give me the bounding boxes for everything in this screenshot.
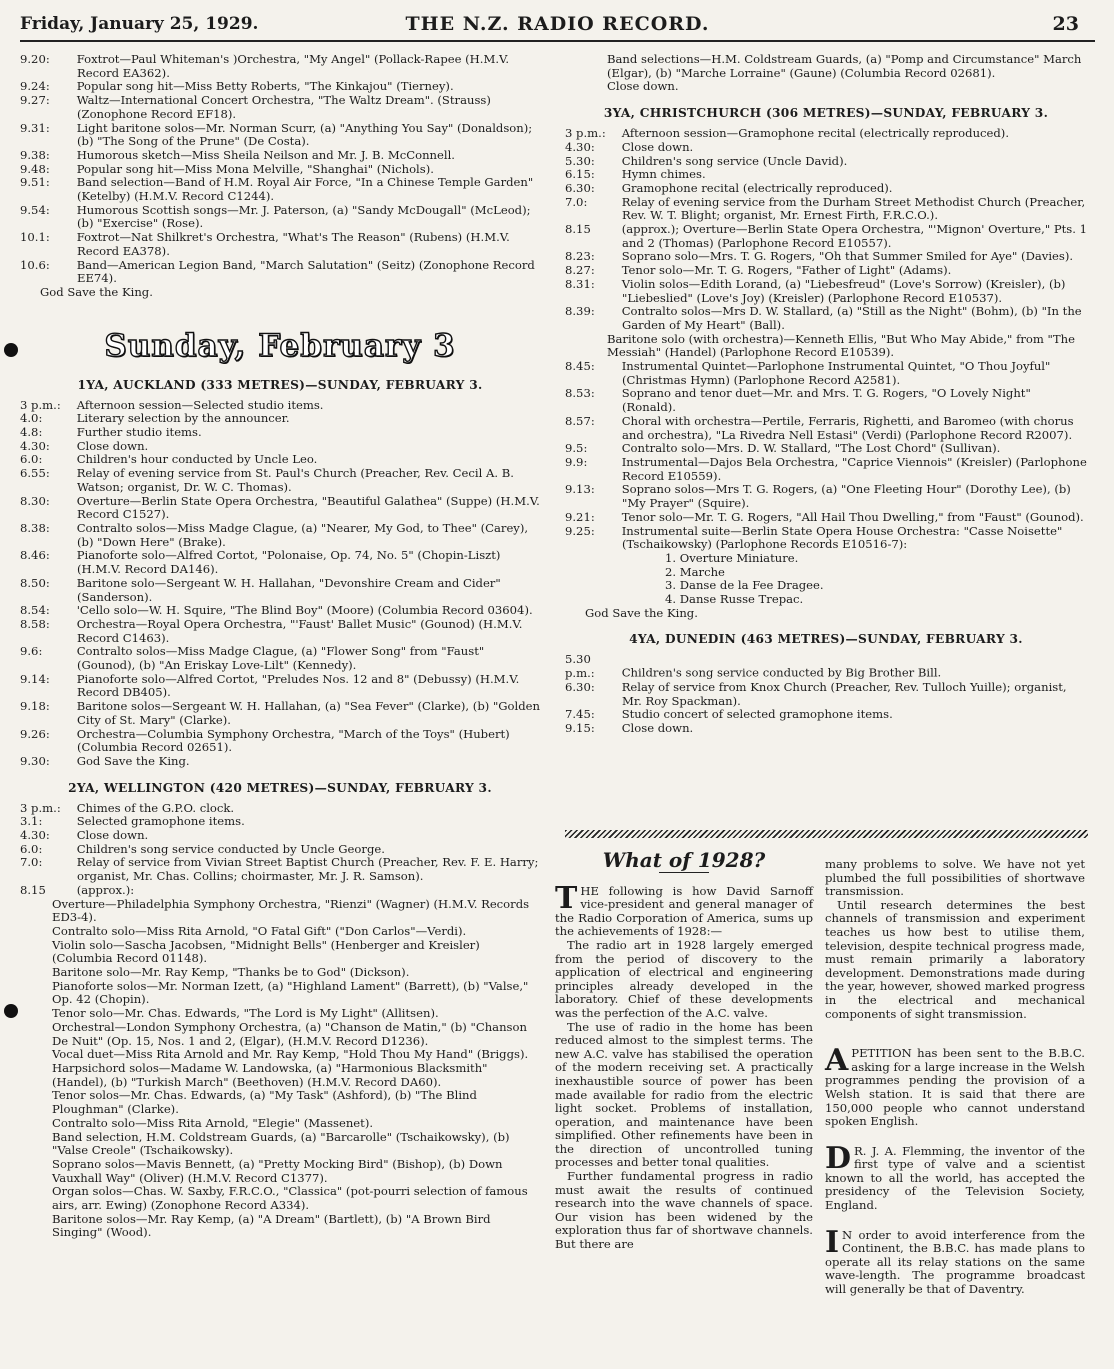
programme-text: Orchestra—Columbia Symphony Orchestra, "March of the Toys" (Hubert) (Columbia Record 02651). (76, 726, 510, 755)
programme-item (20, 884, 540, 898)
programme-time: 8.15 (565, 222, 591, 237)
programme-text: Waltz—International Concert Orchestra, "The Waltz Dream". (Strauss) (Zonophone Record EF18). (76, 93, 491, 121)
programme-time: 9.27: (20, 93, 50, 108)
left-column (20, 53, 540, 1240)
programme-item (20, 495, 540, 522)
programme-item (565, 722, 1087, 736)
programme-text: Soprano and tenor duet—Mr. and Mrs. T. G. Rogers, "O Lovely Night" (Ronald). (621, 386, 1031, 415)
programme-time: 6.15: (565, 167, 595, 182)
programme-text: Relay of evening service from the Durham Street Methodist Church (Preacher, Rev. W. T. Blight; organist, Mr. Ernest Firth, F.R.C.O.). (621, 194, 1086, 223)
programme-time: 6.55: (20, 466, 50, 481)
programme-text: Close down. (621, 720, 694, 735)
closing-line: God Save the King. (585, 605, 698, 620)
programme-time: 9.54: (20, 202, 50, 217)
news-note (825, 1224, 1085, 1297)
baritone-solo-item: Baritone solo (with orchestra)—Kenneth Ellis, "But Who May Abide," from "The Messiah" (Handel) (Parlophone Record E10539). (607, 331, 1075, 360)
programme-text: Orchestra—Royal Opera Orchestra, "'Faust' Ballet Music" (Gounod) (H.M.V. Record C1463). (76, 616, 523, 645)
station-4ya-programme (565, 653, 1087, 735)
programme-text: Instrumental Quintet—Parlophone Instrumental Quintet, "O Thou Joyful" (Christmas Hymn) (Parlophone Record A2581). (621, 359, 1051, 387)
punch-hole-mark (4, 1004, 18, 1018)
programme-text: Relay of service from Knox Church (Preacher, Rev. Tulloch Yuille); organist, Mr. Roy Spackman). (621, 679, 1067, 708)
programme-item (565, 264, 1087, 278)
programme-sub-item: Orchestral—London Symphony Orchestra, (a) "Chanson de Matin," (b) "Chanson De Nuit" (Op. 15, Nos. 1 and 2, (Elgar), (H.M.V. Record D1236). (52, 1019, 527, 1048)
programme-sub-item: Contralto solo—Miss Rita Arnold, "Elegie" (Massenet). (52, 1115, 374, 1130)
programme-time: 9.48: (20, 161, 50, 176)
programme-item (565, 483, 1087, 510)
station-1ya-programme (20, 399, 540, 769)
programme-time: 9.20: (20, 52, 50, 66)
programme-text: Violin solos—Edith Lorand, (a) "Liebesfreud" (Love's Sorrow) (Kreisler), (b) "Liebeslied" (Love's Joy) (Kreisler) (Parlophone Record E10537). (621, 276, 1066, 305)
programme-text: (approx.); Overture—Berlin State Opera Orchestra, "'Mignon' Overture," Pts. 1 and 2 (Thomas) (Parlophone Record E10557). (621, 222, 1087, 250)
programme-text: Afternoon session—Selected studio items. (76, 397, 324, 412)
station-2ya-continued (565, 53, 1087, 94)
programme-sub-item: Overture—Philadelphia Symphony Orchestra, "Rienzi" (Wagner) (H.M.V. Records ED3-4). (52, 896, 530, 925)
publication-title: THE N.Z. RADIO RECORD. (405, 13, 710, 35)
programme-text: Humorous Scottish songs—Mr. J. Paterson, (a) "Sandy McDougall" (McLeod); (b) "Exercise" (Rose). (76, 202, 531, 231)
programme-text: Contralto solos—Miss Madge Clague, (a) "Nearer, My God, to Thee" (Carey), (b) "Down Here" (Brake). (76, 520, 529, 549)
programme-item (565, 442, 1087, 456)
programme-time: 9.18: (20, 699, 50, 714)
programme-time: 9.9: (565, 454, 588, 469)
programme-item (20, 231, 540, 258)
note-text: R. J. A. Flemming, the inventor of the first type of valve and a scientist known to all the world, has accepted the presidency of the Television Society, England. (825, 1143, 1085, 1213)
programme-text: Contralto solo—Mrs. D. W. Stallard, "The Lost Chord" (Sullivan). (621, 441, 1001, 456)
programme-item (20, 399, 540, 413)
article-paragraph: many problems to solve. We have not yet plumbed the full possibilities of shortwave transmission. (825, 857, 1085, 899)
right-column (565, 53, 1087, 736)
programme-item (565, 168, 1087, 182)
programme-time: 9.38: (20, 147, 50, 162)
programme-time: 9.26: (20, 726, 50, 741)
programme-item (565, 387, 1087, 414)
programme-text: Instrumental suite—Berlin State Opera House Orchestra: "Casse Noisette" (Tschaikowsky) (Parlophone Records E10516-7): (621, 523, 1063, 552)
programme-time: 9.13: (565, 482, 595, 497)
programme-item (20, 618, 540, 645)
programme-item (20, 815, 540, 829)
day-heading: Sunday, February 3 (104, 327, 456, 364)
programme-time: 9.51: (20, 175, 50, 190)
programme-item (20, 467, 540, 494)
programme-text: Chimes of the G.P.O. clock. (76, 800, 235, 815)
page-number: 23 (1052, 13, 1079, 35)
programme-time: 8.54: (20, 603, 50, 618)
programme-item (20, 176, 540, 203)
drop-cap: A (825, 1043, 849, 1079)
programme-item (565, 127, 1087, 141)
programme-time: 8.27: (565, 263, 595, 278)
programme-time: 3 p.m.: (20, 397, 61, 412)
programme-time: 8.23: (565, 249, 595, 264)
casse-noisette-suite (565, 552, 1087, 607)
programme-time: 8.58: (20, 616, 50, 631)
programme-item (565, 141, 1087, 155)
saturday-programme-end (20, 53, 540, 300)
programme-text: Close down. (621, 139, 694, 154)
station-2ya-programme (20, 802, 540, 898)
programme-text: Pianoforte solo—Alfred Cortot, "Polonaise, Op. 74, No. 5" (Chopin-Liszt) (H.M.V. Record DA146). (76, 548, 501, 577)
programme-item (565, 223, 1087, 250)
closing-line: God Save the King. (40, 284, 153, 299)
programme-time: 7.45: (565, 707, 595, 722)
programme-item (565, 250, 1087, 264)
programme-text: Hymn chimes. (621, 167, 706, 182)
programme-time: 9.6: (20, 644, 43, 659)
programme-time: 6.0: (20, 841, 43, 856)
station-heading-1ya: 1YA, AUCKLAND (333 METRES)—SUNDAY, FEBRUARY 3. (77, 377, 483, 392)
programme-item (20, 549, 540, 576)
programme-text: Tenor solo—Mr. T. G. Rogers, "All Hail Thou Dwelling," from "Faust" (Gounod). (621, 509, 1084, 524)
programme-text: Contralto solos—Miss Madge Clague, (a) "Flower Song" from "Faust" (Gounod), (b) "An Eriskay Love-Lilt" (Kennedy). (76, 644, 485, 673)
programme-text: Studio concert of selected gramophone items. (621, 707, 893, 722)
station-2ya-sub-programme (20, 898, 540, 1241)
programme-time: 8.53: (565, 386, 595, 401)
programme-sub-item: Violin solo—Sascha Jacobsen, "Midnight Bells" (Henberger and Kreisler) (Columbia Record 01148). (52, 937, 480, 966)
programme-time: 10.1: (20, 230, 50, 245)
programme-time: 4.30: (565, 139, 595, 154)
programme-time: 9.30: (20, 753, 50, 768)
programme-time: 8.15 (20, 882, 46, 897)
programme-sub-item: Contralto solo—Miss Rita Arnold, "O Fatal Gift" ("Don Carlos"—Verdi). (52, 923, 467, 938)
programme-text: Contralto solos—Mrs D. W. Stallard, (a) "Still as the Night" (Bohm), (b) "In the Garden of My Heart" (Ball). (621, 304, 1082, 332)
station-heading-2ya: 2YA, WELLINGTON (420 METRES)—SUNDAY, FEBRUARY 3. (68, 780, 492, 795)
issue-date: Friday, January 25, 1929. (20, 14, 259, 34)
programme-item (20, 645, 540, 672)
programme-item (20, 700, 540, 727)
programme-time: 9.14: (20, 671, 50, 686)
programme-time: 9.5: (565, 441, 588, 456)
programme-time: 8.45: (565, 359, 595, 374)
programme-item (20, 802, 540, 816)
programme-sub-item: Tenor solos—Mr. Chas. Edwards, (a) "My Task" (Ashford), (b) "The Blind Ploughman" (Clarke). (52, 1088, 477, 1117)
programme-sub-item: Baritone solos—Mr. Ray Kemp, (a) "A Dream" (Bartlett), (b) "A Brown Bird Singing" (Wood). (52, 1211, 491, 1240)
programme-text: Humorous sketch—Miss Sheila Neilson and Mr. J. B. McConnell. (76, 147, 455, 162)
programme-item (565, 278, 1087, 305)
programme-sub-item: Pianoforte solos—Mr. Norman Izett, (a) "Highland Lament" (Barrett), (b) "Valse," Op. 42 (Chopin). (52, 978, 529, 1007)
programme-sub-item: 1. Overture Miniature. (665, 550, 799, 565)
article-paragraph: Until research determines the best channels of transmission and experiment teaches us how best to utilise them, television, despite technical progress made, must remain primarily a laboratory development. Demonstrations made during the year, however, showed marked progress in the electrical and mechanical components of sight transmission. (825, 897, 1085, 1021)
programme-sub-item: Baritone solo—Mr. Ray Kemp, "Thanks be to God" (Dickson). (52, 965, 410, 980)
programme-time: 8.31: (565, 276, 595, 291)
programme-time: 8.39: (565, 304, 595, 319)
programme-time: 4.8: (20, 425, 43, 440)
programme-item (565, 525, 1087, 552)
programme-text: Close down. (76, 828, 149, 843)
programme-item (20, 673, 540, 700)
note-text: N order to avoid interference from the Continent, the B.B.C. has made plans to operate all its relay stations on the same wave-length. The programme broadcast will generally be that of Daventry. (825, 1227, 1085, 1297)
article-paragraph: The radio art in 1928 largely emerged from the period of discovery to the application of electrical and engineering principles already developed in the laboratory. Chief of these developments was the perfection of the A.C. valve. (555, 937, 813, 1020)
programme-time: 6.30: (565, 679, 595, 694)
programme-sub-item: 2. Marche (665, 564, 725, 579)
programme-time: 9.25: (565, 523, 595, 538)
article-what-of-1928-continued (825, 858, 1085, 1313)
programme-text: Pianoforte solo—Alfred Cortot, "Preludes Nos. 12 and 8" (Debussy) (H.M.V. Record DB405). (76, 671, 520, 700)
station-heading-4ya: 4YA, DUNEDIN (463 METRES)—SUNDAY, FEBRUARY 3. (629, 632, 1023, 647)
programme-text: Popular song hit—Miss Betty Roberts, "The Kinkajou" (Tierney). (76, 79, 454, 94)
programme-text: Light baritone solos—Mr. Norman Scurr, (a) "Anything You Say" (Donaldson); (b) "The Song of the Prune" (De Costa). (76, 120, 533, 149)
programme-time: 6.30: (565, 180, 595, 195)
drop-cap: I (825, 1224, 840, 1260)
programme-time: 6.0: (20, 452, 43, 467)
programme-time: 8.46: (20, 548, 50, 563)
station-3ya-programme-late (565, 360, 1087, 552)
section-divider (565, 830, 1088, 838)
programme-text: Foxtrot—Paul Whiteman's )Orchestra, "My Angel" (Pollack-Rapee (H.M.V. Record EA362). (76, 52, 510, 80)
programme-item (20, 440, 540, 454)
programme-time: 5.30: (565, 153, 595, 168)
programme-item (20, 149, 540, 163)
programme-text: Relay of evening service from St. Paul's Church (Preacher, Rev. Cecil A. B. Watson; organist, Dr. W. C. Thomas). (76, 466, 514, 494)
programme-text: Literary selection by the announcer. (76, 411, 290, 426)
programme-text: Afternoon session—Gramophone recital (electrically reproduced). (621, 126, 1010, 141)
programme-item (565, 681, 1087, 708)
programme-text: Relay of service from Vivian Street Baptist Church (Preacher, Rev. F. E. Harry; organist, Mr. Chas. Collins; choirmaster, Mr. J. R. Samson). (76, 855, 539, 884)
programme-time: 9.24: (20, 79, 50, 94)
programme-text: Band—American Legion Band, "March Salutation" (Seitz) (Zonophone Record EE74). (76, 257, 535, 286)
programme-item (565, 708, 1087, 722)
programme-sub-item: Organ solos—Chas. W. Saxby, F.R.C.O., "Classica" (pot-pourri selection of famous airs, arr. Ewing) (Zonophone Record A334). (52, 1184, 528, 1213)
programme-sub-item: Harpsichord solos—Madame W. Landowska, (a) "Harmonious Blacksmith" (Handel), (b) "Turkish March" (Beethoven) (H.M.V. Record DA60). (52, 1061, 488, 1089)
programme-time: 9.21: (565, 509, 595, 524)
programme-time: 3 p.m.: (565, 126, 606, 141)
programme-text: Choral with orchestra—Pertile, Ferraris, Righetti, and Baromeo (with chorus and orchestra), "La Rivedra Nell Estasi" (Verdi) (Parlophone Record R2007). (621, 413, 1074, 442)
programme-time: 9.15: (565, 720, 595, 735)
note-text: PETITION has been sent to the B.B.C. asking for a large increase in the Welsh programmes pending the provision of a Welsh station. It is said that there are 150,000 people who cannot understand spoken English. (825, 1046, 1085, 1129)
programme-item (20, 426, 540, 440)
programme-sub-item: 3. Danse de la Fee Dragee. (665, 578, 824, 593)
page-header (20, 10, 1095, 42)
programme-text: Overture—Berlin State Opera Orchestra, "Beautiful Galathea" (Suppe) (H.M.V. Record C1527). (76, 493, 540, 522)
programme-time: 4.0: (20, 411, 43, 426)
programme-text: God Save the King. (76, 753, 190, 768)
programme-text: Tenor solo—Mr. T. G. Rogers, "Father of Light" (Adams). (621, 263, 952, 278)
programme-sub-item: Close down. (607, 79, 679, 94)
programme-item (20, 204, 540, 231)
programme-sub-item: Soprano solos—Mavis Bennett, (a) "Pretty Mocking Bird" (Bishop), (b) Down Vauxhall Way" (Oliver) (H.M.V. Record C1377). (52, 1156, 503, 1185)
punch-hole-mark (4, 343, 18, 357)
station-3ya-programme (565, 127, 1087, 333)
programme-time: 4.30: (20, 828, 50, 843)
programme-item (565, 360, 1087, 387)
programme-time: 8.50: (20, 575, 50, 590)
programme-item (20, 755, 540, 769)
programme-time: 4.30: (20, 438, 50, 453)
programme-text: Children's hour conducted by Uncle Leo. (76, 452, 318, 467)
programme-item (20, 94, 540, 121)
programme-item (565, 456, 1087, 483)
programme-text: Baritone solo—Sergeant W. H. Hallahan, "Devonshire Cream and Cider" (Sanderson). (76, 575, 501, 604)
programme-item (565, 511, 1087, 525)
programme-text: Instrumental—Dajos Bela Orchestra, "Caprice Viennois" (Kreisler) (Parlophone Record E10559). (621, 454, 1087, 483)
programme-time: 7.0: (565, 194, 588, 209)
programme-text: Baritone solos—Sergeant W. H. Hallahan, (a) "Sea Fever" (Clarke), (b) "Golden City of St. Mary" (Clarke). (76, 699, 540, 727)
programme-item (20, 604, 540, 618)
programme-item (20, 53, 540, 80)
programme-item (20, 829, 540, 843)
programme-item (565, 415, 1087, 442)
programme-time: 8.30: (20, 493, 50, 508)
programme-item (20, 522, 540, 549)
programme-text: 'Cello solo—W. H. Squire, "The Blind Boy" (Moore) (Columbia Record 03604). (76, 603, 533, 618)
programme-text: Children's song service conducted by Big Brother Bill. (621, 666, 942, 681)
programme-sub-item: 4. Danse Russe Trepac. (665, 592, 804, 607)
programme-item (565, 182, 1087, 196)
article-paragraph: Further fundamental progress in radio must await the results of continued research into the wave channels of space. Our vision has been widened by the exploration thus far of shortwave channels. But there are (555, 1169, 813, 1252)
programme-item (20, 453, 540, 467)
article-paragraph: The use of radio in the home has been reduced almost to the simplest terms. The new A.C. valve has stabilised the operation of the modern receiving set. A practically inexhaustible source of power has been made available for radio from the electric light socket. Problems of installation, operation, and maintenance have been simplified. Other refinements have been in the direction of uncontrolled tuning processes and better tonal qualities. (555, 1019, 813, 1170)
programme-text: Close down. (76, 438, 149, 453)
programme-item (20, 122, 540, 149)
programme-sub-item: Vocal duet—Miss Rita Arnold and Mr. Ray Kemp, "Hold Thou My Hand" (Briggs). (52, 1047, 529, 1062)
programme-item (565, 155, 1087, 169)
programme-text: Foxtrot—Nat Shilkret's Orchestra, "What's The Reason" (Rubens) (H.M.V. Record EA378). (76, 230, 510, 258)
programme-text: Band selection—Band of H.M. Royal Air Force, "In a Chinese Temple Garden" (Ketelby) (H.M.V. Record C1244). (76, 175, 534, 204)
programme-text: Further studio items. (76, 425, 202, 440)
programme-item (20, 843, 540, 857)
programme-text: Children's song service (Uncle David). (621, 153, 848, 168)
news-note (825, 1140, 1085, 1213)
article-paragraph: HE following is how David Sarnoff vice-president and general manager of the Radio Corporation of America, sums up the achievements of 1928:— (555, 883, 813, 939)
programme-time: 3 p.m.: (20, 800, 61, 815)
programme-item (565, 653, 1087, 680)
programme-item (20, 259, 540, 286)
programme-text: Selected gramophone items. (76, 814, 245, 829)
programme-time: 8.57: (565, 413, 595, 428)
programme-time: 8.38: (20, 520, 50, 535)
article-title: What of 1928? (602, 848, 766, 872)
drop-cap: D (825, 1140, 852, 1176)
programme-text: Children's song service conducted by Uncle George. (76, 841, 385, 856)
programme-text: Popular song hit—Miss Mona Melville, "Shanghai" (Nichols). (76, 161, 434, 176)
programme-item (20, 856, 540, 883)
programme-text: Soprano solos—Mrs T. G. Rogers, (a) "One Fleeting Hour" (Dorothy Lee), (b) "My Prayer" (Squire). (621, 482, 1071, 511)
programme-sub-item: Band selections—H.M. Coldstream Guards, (a) "Pomp and Circumstance" March (Elgar), (b) "Marche Lorraine" (Gaune) (Columbia Record 02681). (607, 52, 1082, 80)
programme-sub-item: Band selection, H.M. Coldstream Guards, (a) "Barcarolle" (Tschaikowsky), (b) "Valse Creole" (Tschaikowsky). (52, 1129, 510, 1158)
programme-item (20, 577, 540, 604)
programme-item (565, 305, 1087, 332)
programme-time: 5.30 p.m.: (565, 652, 595, 681)
programme-text: Soprano solo—Mrs. T. G. Rogers, "Oh that Summer Smiled for Aye" (Davies). (621, 249, 1074, 264)
programme-item (20, 728, 540, 755)
drop-cap: T (555, 880, 578, 916)
station-heading-3ya: 3YA, CHRISTCHURCH (306 METRES)—SUNDAY, FEBRUARY 3. (603, 106, 1049, 121)
programme-text: (approx.): (76, 882, 135, 897)
programme-item (20, 80, 540, 94)
article-what-of-1928 (555, 850, 813, 1252)
programme-item (20, 412, 540, 426)
programme-item (565, 196, 1087, 223)
programme-item (20, 163, 540, 177)
programme-time: 7.0: (20, 855, 43, 870)
news-note (825, 1043, 1085, 1129)
programme-time: 9.31: (20, 120, 50, 135)
programme-time: 3.1: (20, 814, 43, 829)
programme-text: Gramophone recital (electrically reproduced). (621, 180, 893, 195)
programme-time: 10.6: (20, 257, 50, 272)
programme-sub-item: Tenor solo—Mr. Chas. Edwards, "The Lord is My Light" (Allitsen). (52, 1006, 439, 1021)
